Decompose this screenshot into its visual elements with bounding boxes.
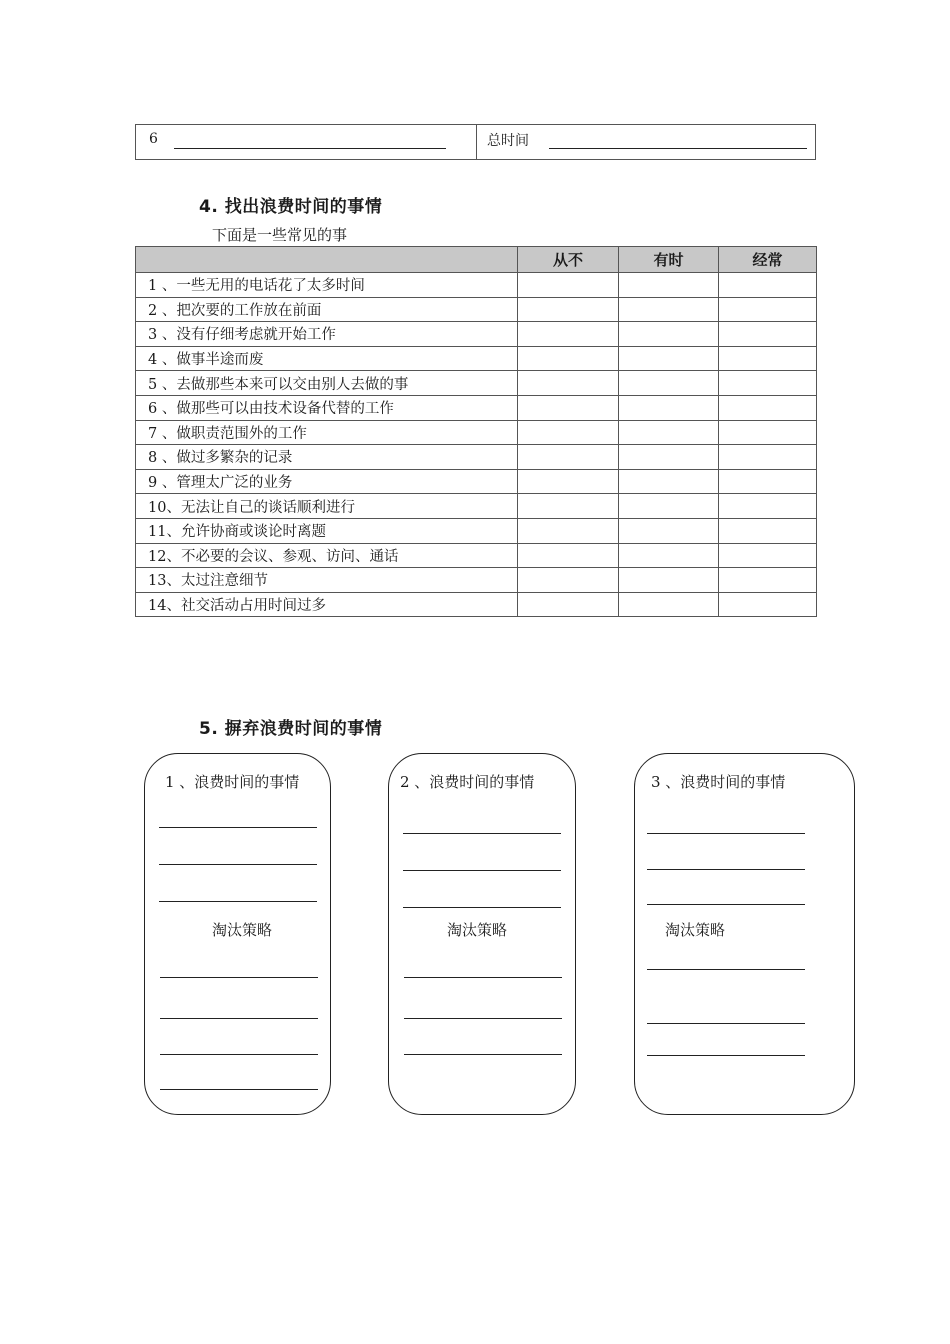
total-time-cell xyxy=(477,125,815,159)
blank-line[interactable] xyxy=(160,1054,318,1055)
table-body xyxy=(136,273,817,617)
blank-line[interactable] xyxy=(403,907,561,908)
table-row xyxy=(136,469,817,494)
card-title: 1 、浪费时间的事情 xyxy=(165,773,300,791)
header-often: 经常 xyxy=(719,247,817,273)
often-cell[interactable] xyxy=(719,297,817,322)
blank-line[interactable] xyxy=(159,827,317,828)
never-cell[interactable] xyxy=(518,371,619,396)
row-6-blank-line[interactable] xyxy=(174,148,446,149)
table-row xyxy=(136,568,817,593)
header-never: 从不 xyxy=(518,247,619,273)
time-waste-item: 12、不必要的会议、参观、访问、通话 xyxy=(136,543,518,568)
blank-line[interactable] xyxy=(159,901,317,902)
sometimes-cell[interactable] xyxy=(619,494,719,519)
time-waste-item: 8 、做过多繁杂的记录 xyxy=(136,445,518,470)
blank-line[interactable] xyxy=(647,904,805,905)
section-5-heading: 5. 摒弃浪费时间的事情 xyxy=(199,719,383,739)
never-cell[interactable] xyxy=(518,273,619,298)
never-cell[interactable] xyxy=(518,395,619,420)
often-cell[interactable] xyxy=(719,469,817,494)
blank-line[interactable] xyxy=(159,864,317,865)
often-cell[interactable] xyxy=(719,592,817,617)
time-waste-table xyxy=(135,246,817,617)
strategy-label: 淘汰策略 xyxy=(665,921,726,939)
time-waste-item: 10、无法让自己的谈话顺利进行 xyxy=(136,494,518,519)
sometimes-cell[interactable] xyxy=(619,322,719,347)
sometimes-cell[interactable] xyxy=(619,371,719,396)
header-item xyxy=(136,247,518,273)
total-time-row xyxy=(135,124,816,160)
time-waste-item: 3 、没有仔细考虑就开始工作 xyxy=(136,322,518,347)
often-cell[interactable] xyxy=(719,371,817,396)
strategy-label: 淘汰策略 xyxy=(212,921,273,939)
time-waste-item: 1 、一些无用的电话花了太多时间 xyxy=(136,273,518,298)
blank-line[interactable] xyxy=(404,1054,562,1055)
time-waste-item: 13、太过注意细节 xyxy=(136,568,518,593)
often-cell[interactable] xyxy=(719,346,817,371)
blank-line[interactable] xyxy=(403,870,561,871)
time-waste-item: 6 、做那些可以由技术设备代替的工作 xyxy=(136,395,518,420)
time-waste-item: 9 、管理太广泛的业务 xyxy=(136,469,518,494)
never-cell[interactable] xyxy=(518,322,619,347)
often-cell[interactable] xyxy=(719,445,817,470)
blank-line[interactable] xyxy=(647,969,805,970)
often-cell[interactable] xyxy=(719,273,817,298)
total-time-label: 总时间 xyxy=(487,133,529,149)
never-cell[interactable] xyxy=(518,469,619,494)
blank-line[interactable] xyxy=(160,1089,318,1090)
table-row xyxy=(136,445,817,470)
total-time-blank-line[interactable] xyxy=(549,148,807,149)
table-row xyxy=(136,371,817,396)
never-cell[interactable] xyxy=(518,445,619,470)
time-waste-item: 14、社交活动占用时间过多 xyxy=(136,592,518,617)
blank-line[interactable] xyxy=(404,1018,562,1019)
section-4-heading: 4. 找出浪费时间的事情 xyxy=(199,197,383,217)
often-cell[interactable] xyxy=(719,543,817,568)
table-row xyxy=(136,273,817,298)
table-header-row xyxy=(136,247,817,273)
often-cell[interactable] xyxy=(719,395,817,420)
table-row xyxy=(136,518,817,543)
blank-line[interactable] xyxy=(647,1023,805,1024)
strategy-label: 淘汰策略 xyxy=(447,921,508,939)
sometimes-cell[interactable] xyxy=(619,469,719,494)
table-row xyxy=(136,420,817,445)
never-cell[interactable] xyxy=(518,543,619,568)
sometimes-cell[interactable] xyxy=(619,568,719,593)
table-row xyxy=(136,494,817,519)
blank-line[interactable] xyxy=(160,977,318,978)
never-cell[interactable] xyxy=(518,568,619,593)
table-row xyxy=(136,395,817,420)
section-4-subtitle: 下面是一些常见的事 xyxy=(212,226,348,244)
sometimes-cell[interactable] xyxy=(619,420,719,445)
blank-line[interactable] xyxy=(160,1018,318,1019)
often-cell[interactable] xyxy=(719,518,817,543)
blank-line[interactable] xyxy=(647,1055,805,1056)
time-waste-item: 11、允许协商或谈论时离题 xyxy=(136,518,518,543)
time-waste-item: 7 、做职责范围外的工作 xyxy=(136,420,518,445)
header-sometimes: 有时 xyxy=(619,247,719,273)
sometimes-cell[interactable] xyxy=(619,592,719,617)
card-title: 2 、浪费时间的事情 xyxy=(400,773,535,791)
often-cell[interactable] xyxy=(719,420,817,445)
sometimes-cell[interactable] xyxy=(619,543,719,568)
never-cell[interactable] xyxy=(518,346,619,371)
row-number: 6 xyxy=(149,131,158,147)
often-cell[interactable] xyxy=(719,322,817,347)
never-cell[interactable] xyxy=(518,420,619,445)
table-row xyxy=(136,322,817,347)
never-cell[interactable] xyxy=(518,494,619,519)
never-cell[interactable] xyxy=(518,297,619,322)
sometimes-cell[interactable] xyxy=(619,297,719,322)
sometimes-cell[interactable] xyxy=(619,346,719,371)
blank-line[interactable] xyxy=(403,833,561,834)
time-waste-item: 4 、做事半途而废 xyxy=(136,346,518,371)
table-row xyxy=(136,543,817,568)
sometimes-cell[interactable] xyxy=(619,395,719,420)
time-waste-item: 2 、把次要的工作放在前面 xyxy=(136,297,518,322)
often-cell[interactable] xyxy=(719,494,817,519)
table-row xyxy=(136,592,817,617)
often-cell[interactable] xyxy=(719,568,817,593)
sometimes-cell[interactable] xyxy=(619,518,719,543)
card-title: 3 、浪费时间的事情 xyxy=(651,773,786,791)
table-row xyxy=(136,346,817,371)
table-row xyxy=(136,297,817,322)
time-waste-item: 5 、去做那些本来可以交由别人去做的事 xyxy=(136,371,518,396)
never-cell[interactable] xyxy=(518,518,619,543)
card-3 xyxy=(634,753,855,1115)
sometimes-cell[interactable] xyxy=(619,445,719,470)
blank-line[interactable] xyxy=(647,833,805,834)
never-cell[interactable] xyxy=(518,592,619,617)
row-6-cell xyxy=(136,125,477,159)
blank-line[interactable] xyxy=(404,977,562,978)
sometimes-cell[interactable] xyxy=(619,273,719,298)
card-1 xyxy=(144,753,331,1115)
blank-line[interactable] xyxy=(647,869,805,870)
card-2 xyxy=(388,753,576,1115)
